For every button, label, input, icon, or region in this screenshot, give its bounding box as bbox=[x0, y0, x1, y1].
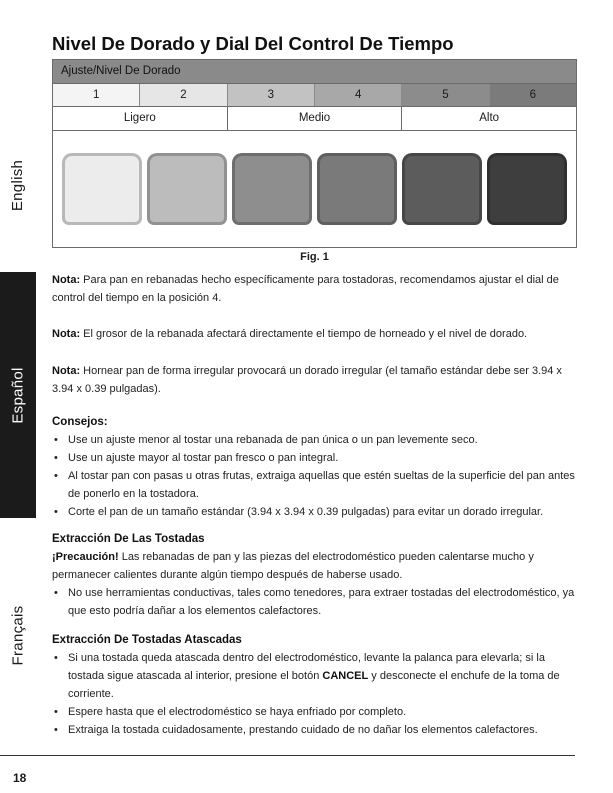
level-cell-1: 1 bbox=[53, 84, 140, 106]
stuck-toast-heading: Extracción De Tostadas Atascadas bbox=[52, 634, 242, 646]
list-item: • Use un ajuste mayor al tostar pan fresco o pan integral. bbox=[52, 449, 577, 467]
side-tab-espanol bbox=[0, 272, 36, 518]
list-item: • Corte el pan de un tamaño estándar (3.94 x 3.94 x 0.39 pulgadas) para evitar un dorado irregular. bbox=[52, 503, 577, 521]
level-cell-6: 6 bbox=[490, 84, 576, 106]
cancel-label: CANCEL bbox=[322, 670, 369, 682]
level-cell-3: 3 bbox=[228, 84, 315, 106]
toast-image-6 bbox=[487, 153, 567, 225]
shade-medium: Medio bbox=[228, 107, 403, 130]
toast-image-5 bbox=[402, 153, 482, 225]
list-item: • Al tostar pan con pasas u otras frutas, extraiga aquellas que estén sueltas de la superficie del pan antes de ponerlo en la tostadora. bbox=[52, 467, 577, 503]
caution-label: ¡Precaución! bbox=[52, 551, 119, 563]
stuck-toast-section bbox=[52, 631, 577, 739]
stuck-toast-list bbox=[52, 649, 577, 739]
shade-high: Alto bbox=[479, 112, 500, 124]
stuck-item-text-a: Si una tostada queda atascada dentro del electrodoméstico, levante la palanca para elevarla; si la tostada sigue atascada al interior, presione el botón bbox=[68, 652, 545, 682]
list-item: • Use un ajuste menor al tostar una rebanada de pan única o un pan levemente seco. bbox=[52, 431, 577, 449]
tips-list bbox=[52, 431, 577, 521]
note-2-text: El grosor de la rebanada afectará directamente el tiempo de horneado y el nivel de dorado. bbox=[80, 328, 528, 340]
shade-row bbox=[53, 107, 576, 131]
footer-divider bbox=[0, 755, 575, 756]
shade-light: Ligero bbox=[53, 107, 228, 130]
level-cell-5: 5 bbox=[402, 84, 489, 106]
side-tab-espanol-label: Español bbox=[9, 366, 27, 424]
list-item: • Extraiga la tostada cuidadosamente, prestando cuidado de no dañar los elementos calefactores. bbox=[52, 721, 577, 739]
caution-text: Las rebanadas de pan y las piezas del electrodoméstico pueden calentarse mucho y permanecer calientes durante algún tiempo después de haberse usado. bbox=[52, 551, 534, 581]
note-1-label: Nota: bbox=[52, 274, 81, 286]
list-item: • No use herramientas conductivas, tales como tenedores, para extraer tostadas del electrodoméstico, ya que esto podría dañar a los elementos calefactores. bbox=[52, 584, 577, 620]
toast-image-1 bbox=[62, 153, 142, 225]
toast-image-3 bbox=[232, 153, 312, 225]
toast-images-row bbox=[53, 131, 576, 247]
side-tab-english-label: English bbox=[9, 159, 27, 211]
list-item bbox=[52, 649, 577, 703]
page-title: Nivel De Dorado y Dial Del Control De Tiempo bbox=[52, 33, 454, 54]
figure-caption: Fig. 1 bbox=[300, 251, 329, 263]
stuck-item-text-b: y desconecte el enchufe de la toma de corriente. bbox=[68, 670, 560, 700]
removal-heading: Extracción De Las Tostadas bbox=[52, 533, 205, 545]
browning-level-table bbox=[52, 59, 577, 248]
list-item: • Espere hasta que el electrodoméstico se haya enfriado por completo. bbox=[52, 703, 577, 721]
note-1-text: Para pan en rebanadas hecho específicamente para tostadoras, recomendamos ajustar el dial de control del tiempo en la posición 4. bbox=[52, 274, 559, 304]
toast-image-2 bbox=[147, 153, 227, 225]
side-tab-english bbox=[0, 100, 36, 270]
caution-paragraph bbox=[52, 548, 577, 584]
removal-section bbox=[52, 530, 577, 620]
note-3-text: Hornear pan de forma irregular provocará un dorado irregular (el tamaño estándar debe ser 3.94 x 3.94 x 0.39 pulgadas). bbox=[52, 365, 562, 395]
tips-section bbox=[52, 413, 577, 521]
note-3-label: Nota: bbox=[52, 365, 81, 377]
level-cell-2: 2 bbox=[140, 84, 227, 106]
note-2 bbox=[52, 325, 577, 343]
side-tab-francais bbox=[0, 520, 36, 750]
level-cell-4: 4 bbox=[315, 84, 402, 106]
table-header: Ajuste/Nivel De Dorado bbox=[53, 60, 576, 84]
page-number: 18 bbox=[13, 771, 27, 785]
toast-image-4 bbox=[317, 153, 397, 225]
note-2-label: Nota: bbox=[52, 328, 81, 340]
side-tab-francais-label: Français bbox=[9, 605, 27, 665]
level-row bbox=[53, 84, 576, 107]
tips-heading: Consejos: bbox=[52, 416, 108, 428]
removal-list bbox=[52, 584, 577, 620]
note-1 bbox=[52, 271, 577, 307]
note-3 bbox=[52, 362, 577, 398]
